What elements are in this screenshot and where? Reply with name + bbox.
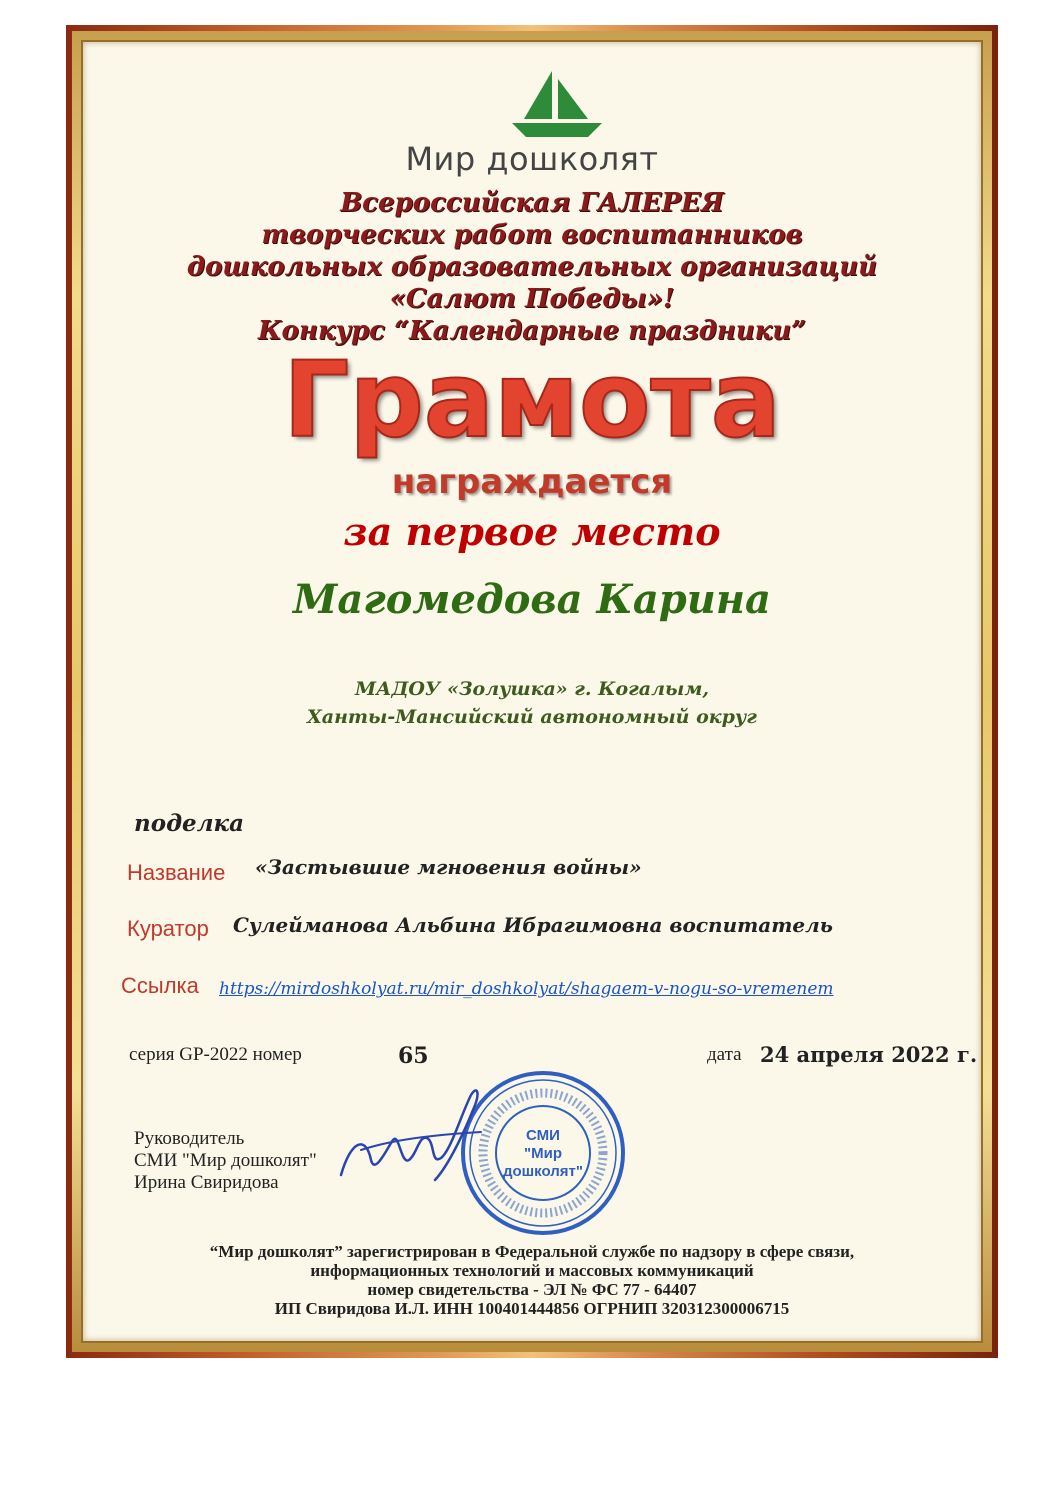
director-block — [134, 1128, 317, 1194]
recipient-name: Магомедова Карина — [293, 576, 771, 623]
seal-text: "Мир — [524, 1145, 562, 1162]
footer-line: номер свидетельства - ЭЛ № ФС 77 - 64407 — [367, 1280, 697, 1299]
link-label: Ссылка — [121, 973, 199, 998]
director-name: Ирина Свиридова — [134, 1172, 279, 1193]
name-label: Название — [127, 860, 226, 885]
brand-name: Мир дошколят — [405, 140, 659, 178]
header-line: «Салют Победы»! — [389, 284, 675, 314]
series-text: серия GP-2022 номер — [129, 1044, 302, 1065]
seal-text: дошколят" — [502, 1163, 584, 1180]
work-type: поделка — [134, 810, 244, 837]
curator-name: Сулейманова Альбина Ибрагимовна воспитатель — [233, 913, 833, 937]
certificate-paper — [81, 40, 983, 1343]
series-number: 65 — [398, 1043, 429, 1069]
organization-line: Ханты-Мансийский автономный округ — [307, 706, 757, 728]
organization — [81, 675, 983, 731]
footer-registration — [81, 1242, 983, 1318]
director-title: Руководитель — [134, 1128, 245, 1149]
place-text: за первое место — [343, 509, 721, 554]
header-line: дошкольных образовательных организаций — [186, 252, 878, 282]
certificate-title: Грамота — [283, 339, 781, 461]
gallery-header — [81, 187, 983, 347]
footer-line: ИП Свиридова И.Л. ИНН 100401444856 ОГРНИП 320312300006715 — [274, 1299, 790, 1318]
seal-text: СМИ — [526, 1127, 560, 1144]
curator-label: Куратор — [127, 916, 209, 941]
director-org: СМИ "Мир дошколят" — [134, 1150, 317, 1171]
header-line: творческих работ воспитанников — [261, 220, 803, 250]
frame-gold-border — [72, 31, 992, 1352]
header-line: Конкурс “Календарные праздники” — [257, 316, 807, 346]
footer-line: информационных технологий и массовых коммуникаций — [310, 1261, 754, 1280]
work-link[interactable]: https://mirdoshkolyat.ru/mir_doshkolyat/shagaem-v-nogu-so-vremenem — [219, 979, 834, 999]
footer-line: “Мир дошколят” зарегистрирован в Федеральной службе по надзору в сфере связи, — [209, 1242, 855, 1261]
work-title: «Застывшие мгновения войны» — [255, 855, 642, 879]
date-value: 24 апреля 2022 г. — [760, 1042, 978, 1067]
awarded-label: награждается — [391, 462, 673, 502]
organization-line: МАДОУ «Золушка» г. Когалым, — [354, 678, 710, 700]
signature-icon — [331, 1080, 501, 1190]
sailboat-logo-icon — [512, 71, 602, 137]
date-label: дата — [707, 1044, 742, 1065]
header-line: Всероссийская ГАЛЕРЕЯ — [340, 188, 724, 218]
certificate-frame — [66, 25, 998, 1358]
